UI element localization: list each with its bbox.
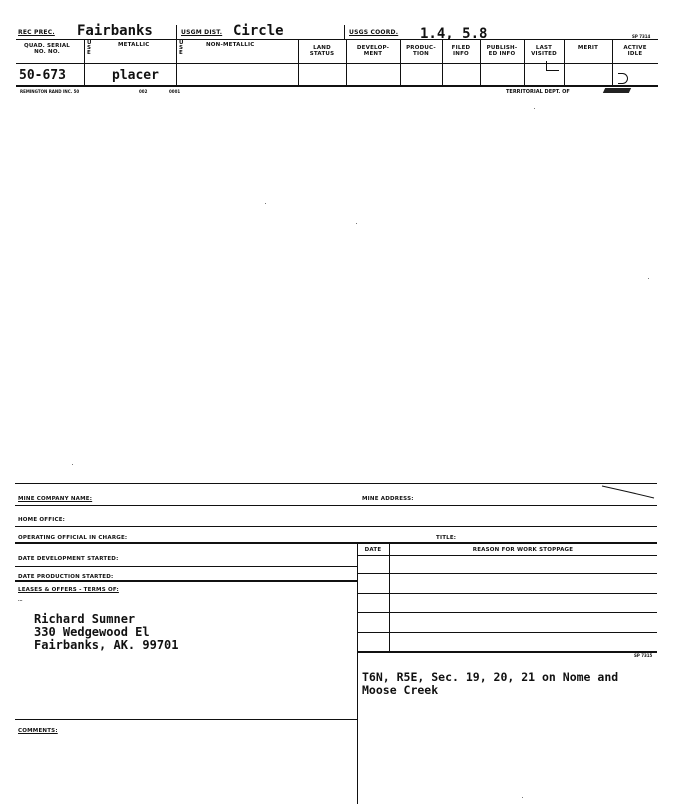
home-office-label: HOME OFFICE: [18, 517, 66, 523]
active-idle-header: ACTIVE IDLE [623, 45, 647, 57]
rule [357, 612, 657, 613]
title-label: TITLE: [436, 535, 457, 541]
hand-mark [618, 73, 628, 84]
leases-dots: ... [18, 597, 23, 602]
comments-label: COMMENTS: [18, 728, 58, 734]
quad-serial-header: QUAD. SERIAL NO. NO. [24, 43, 70, 55]
speck [72, 464, 73, 465]
speck [265, 203, 266, 204]
lessee-name: Richard Sumner [34, 612, 136, 626]
speck [522, 797, 523, 798]
date-development-label: DATE DEVELOPMENT STARTED: [18, 556, 119, 562]
divider [344, 25, 345, 39]
mine-address-label: MINE ADDRESS: [362, 496, 414, 502]
check-mark [546, 61, 559, 71]
production-header: PRODUC- TION [406, 45, 436, 57]
leases-label: LEASES & OFFERS - TERMS OF: [18, 587, 119, 593]
metallic-header: METALLIC [118, 42, 150, 48]
last-visited-header: LAST VISITED [531, 45, 557, 57]
use-nonmetallic-flag: U S E [179, 40, 184, 56]
development-header: DEVELOP- MENT [356, 45, 390, 57]
torn-edge-mark [600, 484, 656, 500]
rule [357, 555, 657, 556]
rule [15, 526, 657, 527]
printer-code-1: 002 [139, 89, 148, 94]
usgs-coord-label: USGS COORD. [349, 29, 399, 36]
rule [15, 719, 357, 720]
use-metallic-flag: U S E [87, 40, 92, 56]
divider [84, 39, 85, 85]
date-production-label: DATE PRODUCTION STARTED: [18, 574, 114, 580]
top-header-rule [16, 39, 658, 40]
metallic-value: placer [112, 68, 159, 83]
date-column-divider [389, 542, 390, 652]
filed-info-header: FILED INFO [451, 45, 471, 57]
operating-official-label: OPERATING OFFICIAL IN CHARGE: [18, 535, 128, 541]
rule [357, 593, 657, 594]
divider [176, 39, 177, 85]
top-row-rule [16, 85, 658, 87]
lessee-city: Fairbanks, AK. 99701 [34, 638, 179, 652]
mine-company-label: MINE COMPANY NAME: [18, 496, 93, 502]
merit-header: MERIT [577, 45, 599, 51]
location-line-2: Moose Creek [362, 683, 439, 697]
speck [356, 223, 357, 224]
bottom-form-number: SP 7315 [634, 653, 653, 658]
lessee-street: 330 Wedgewood El [34, 625, 150, 639]
rule [15, 580, 357, 582]
printer-code-2: 0001 [169, 89, 181, 94]
usgs-coord-value: 1.4, 5.8 [420, 26, 488, 42]
land-status-header: LAND STATUS [309, 45, 335, 57]
dept-note: TERRITORIAL DEPT. OF [506, 89, 570, 95]
usgm-dist-label: USGM DIST. [181, 29, 223, 36]
speck [648, 278, 649, 279]
date-column-header: DATE [364, 547, 382, 553]
rule [15, 542, 657, 544]
stamp-smudge [603, 88, 631, 93]
rule [357, 573, 657, 574]
speck [534, 108, 535, 109]
rule [15, 566, 357, 567]
nonmetallic-header: NON-METALLIC [206, 42, 255, 48]
rule [357, 651, 657, 653]
printer-note: REMINGTON RAND INC. 50 [20, 89, 80, 94]
location-line-1: T6N, R5E, Sec. 19, 20, 21 on Nome and [362, 670, 619, 684]
rec-prec-label: REC PREC. [18, 29, 55, 36]
rule [15, 505, 657, 506]
center-divider [357, 542, 358, 804]
reason-column-header: REASON FOR WORK STOPPAGE [472, 547, 574, 553]
top-column-rule [16, 63, 658, 64]
bottom-top-rule [15, 483, 657, 484]
rule [357, 632, 657, 633]
published-info-header: PUBLISH- ED INFO [486, 45, 518, 57]
divider [176, 25, 177, 39]
usgm-dist-value: Circle [233, 23, 284, 39]
rec-prec-value: Fairbanks [77, 23, 153, 39]
top-form-number: SP 7314 [632, 34, 651, 39]
quad-serial-value: 50-673 [19, 68, 66, 83]
